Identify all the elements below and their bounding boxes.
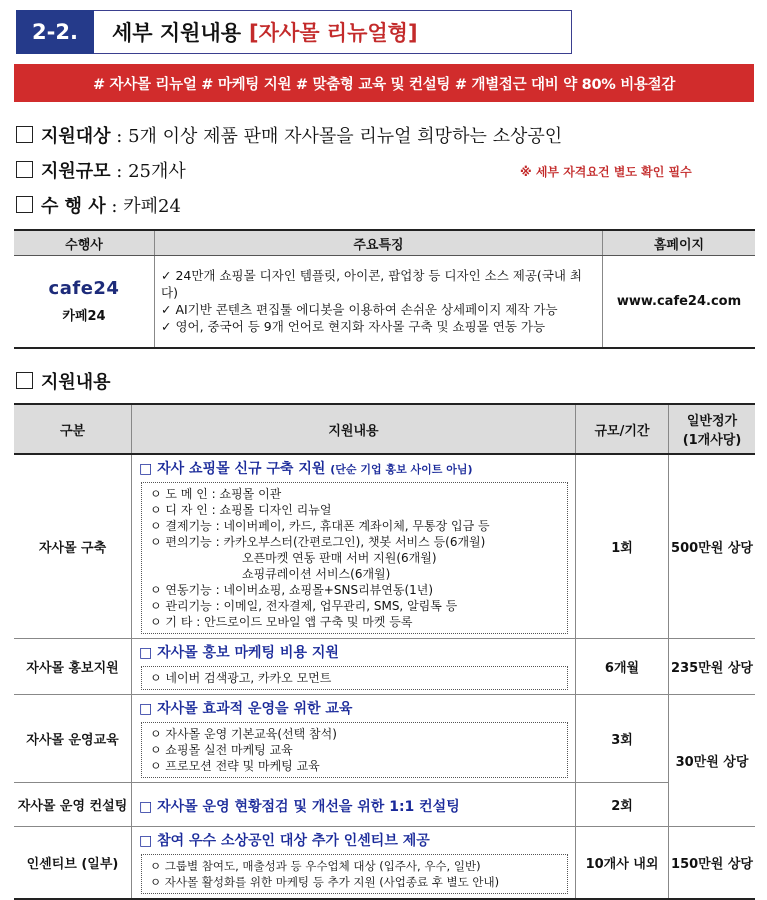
price-header-line1: 일반정가: [686, 414, 738, 429]
table-row: [14, 454, 755, 639]
support-table: [14, 403, 755, 900]
detail-item: ㅇ 연동기능 : 네이버쇼핑, 쇼핑몰+SNS리뷰연동(1년): [150, 583, 434, 597]
info-target-value: 5개 이상 제품 판매 자사몰을 리뉴얼 희망하는 소상공인: [128, 126, 563, 147]
info-vendor: 수 행 사 : 카페24: [16, 192, 181, 218]
checkbox-icon: [16, 126, 33, 143]
checkbox-icon: [16, 161, 33, 178]
row-period: 1회: [576, 454, 669, 639]
vendor-table: [14, 229, 755, 349]
row-category: 자사몰 운영 컨설팅: [14, 783, 132, 827]
features-cell: [155, 256, 603, 348]
info-scale-value: 25개사: [128, 161, 186, 182]
detail-box: [141, 722, 568, 778]
detail-item: ㅇ 자사몰 활성화를 위한 마케팅 등 추가 지원 (사업종료 후 별도 안내): [150, 875, 500, 889]
homepage-link[interactable]: www.cafe24.com: [603, 256, 756, 348]
detail-item: ㅇ 관리기능 : 이메일, 전자결제, 업무관리, SMS, 알림톡 등: [150, 599, 458, 613]
homepage-col-header: 홈페이지: [603, 230, 756, 256]
row-heading: □ 참여 우수 소상공인 대상 추가 인센티브 제공: [139, 833, 430, 849]
detail-item: ㅇ 쇼핑몰 실전 마케팅 교육: [150, 743, 293, 757]
info-scale-label: 지원규모: [41, 161, 111, 182]
feature-item: ✓ 24만개 쇼핑몰 디자인 템플릿, 아이콘, 팝업창 등 디자인 소스 제공(국내 최다): [161, 268, 583, 301]
row-content: [132, 454, 576, 639]
checkbox-icon: [16, 196, 33, 213]
content-col-header: 지원내용: [132, 404, 576, 454]
detail-item: ㅇ 기 타 : 안드로이드 모바일 앱 구축 및 마켓 등록: [150, 615, 413, 629]
section-title-text: 세부 지원내용: [112, 21, 242, 45]
detail-item: ㅇ 디 자 인 : 쇼핑몰 디자인 리뉴얼: [150, 503, 332, 517]
info-target: 지원대상 : 5개 이상 제품 판매 자사몰을 리뉴얼 희망하는 소상공인: [16, 122, 562, 148]
period-col-header: 규모/기간: [576, 404, 669, 454]
detail-item: ㅇ 프로모션 전략 및 마케팅 교육: [150, 759, 320, 773]
row-price: 30만원 상당: [669, 695, 756, 827]
section-title: [112, 10, 418, 54]
row-heading: [133, 456, 574, 478]
row-category: 자사몰 홍보지원: [14, 639, 132, 695]
info-scale: 지원규모 : 25개사: [16, 157, 186, 183]
row-period: 3회: [576, 695, 669, 783]
row-period: 2회: [576, 783, 669, 827]
row-content: [132, 639, 576, 695]
row-content: [132, 695, 576, 783]
row-heading-text: □ 자사 쇼핑몰 신규 구축 지원: [139, 461, 326, 477]
row-content: [132, 827, 576, 900]
detail-item: ㅇ 네이버 검색광고, 카카오 모먼트: [150, 671, 332, 685]
detail-box: [141, 854, 568, 894]
qualification-note: ※ 세부 자격요건 별도 확인 필수: [520, 165, 692, 179]
row-price: 500만원 상당: [669, 454, 756, 639]
vendor-col-header: 수행사: [14, 230, 155, 256]
feature-item: ✓ 영어, 중국어 등 9개 언어로 현지화 자사몰 구축 및 쇼핑몰 연동 가능: [161, 319, 546, 335]
detail-item: ㅇ 그룹별 참여도, 매출성과 등 우수업체 대상 (입주사, 우수, 일반): [150, 859, 481, 873]
detail-box: [141, 482, 568, 634]
table-row: [14, 827, 755, 900]
row-heading: □ 자사몰 홍보 마케팅 비용 지원: [139, 645, 339, 661]
row-heading: □ 자사몰 효과적 운영을 위한 교육: [139, 701, 353, 717]
feature-item: ✓ AI기반 콘텐츠 편집툴 에디봇을 이용하여 손쉬운 상세페이지 제작 가능: [161, 302, 558, 318]
table-row: [14, 783, 755, 827]
table-row: [14, 695, 755, 783]
row-content: [132, 783, 576, 827]
row-heading-note: (단순 기업 홍보 사이트 아님): [330, 463, 473, 476]
detail-box: [141, 666, 568, 690]
section-number: 2-2.: [16, 10, 94, 54]
detail-item: ㅇ 결제기능 : 네이버페이, 카드, 휴대폰 계좌이체, 무통장 입금 등: [150, 519, 490, 533]
row-period: 10개사 내외: [576, 827, 669, 900]
table-row: [14, 639, 755, 695]
cafe24-logo: cafe24: [48, 278, 120, 300]
info-target-label: 지원대상: [41, 126, 111, 147]
info-vendor-label: 수 행 사: [41, 196, 106, 217]
row-category: 인센티브 (일부): [14, 827, 132, 900]
detail-item: ㅇ 도 메 인 : 쇼핑몰 이관: [150, 487, 282, 501]
row-heading: □ 자사몰 운영 현황점검 및 개선을 위한 1:1 컨설팅: [139, 798, 460, 815]
row-price: 150만원 상당: [669, 827, 756, 900]
content-heading-text: 지원내용: [41, 372, 111, 393]
hashtag-banner: # 자사몰 리뉴얼 # 마케팅 지원 # 맞춤형 교육 및 컨설팅 # 개별접근 대비 약 80% 비용절감: [14, 64, 754, 102]
detail-item: 쇼핑큐레이션 서비스(6개월): [242, 567, 391, 581]
detail-item: ㅇ 자사몰 운영 기본교육(선택 참석): [150, 727, 337, 741]
checkbox-icon: [16, 372, 33, 389]
section-subtitle: [자사몰 리뉴얼형]: [249, 21, 418, 45]
price-header-line2: (1개사당): [682, 433, 742, 448]
row-price: 235만원 상당: [669, 639, 756, 695]
detail-item: 오픈마켓 연동 판매 서버 지원(6개월): [242, 551, 437, 565]
features-col-header: 주요특징: [155, 230, 603, 256]
row-period: 6개월: [576, 639, 669, 695]
vendor-name: 카페24: [62, 309, 106, 325]
content-heading: [16, 368, 111, 394]
detail-item: ㅇ 편의기능 : 카카오부스터(간편로그인), 챗봇 서비스 등(6개월): [150, 535, 486, 549]
category-col-header: 구분: [14, 404, 132, 454]
info-vendor-value: 카페24: [123, 196, 181, 217]
row-category: 자사몰 구축: [14, 454, 132, 639]
row-category: 자사몰 운영교육: [14, 695, 132, 783]
price-col-header: [669, 404, 756, 454]
vendor-cell: [14, 256, 155, 348]
